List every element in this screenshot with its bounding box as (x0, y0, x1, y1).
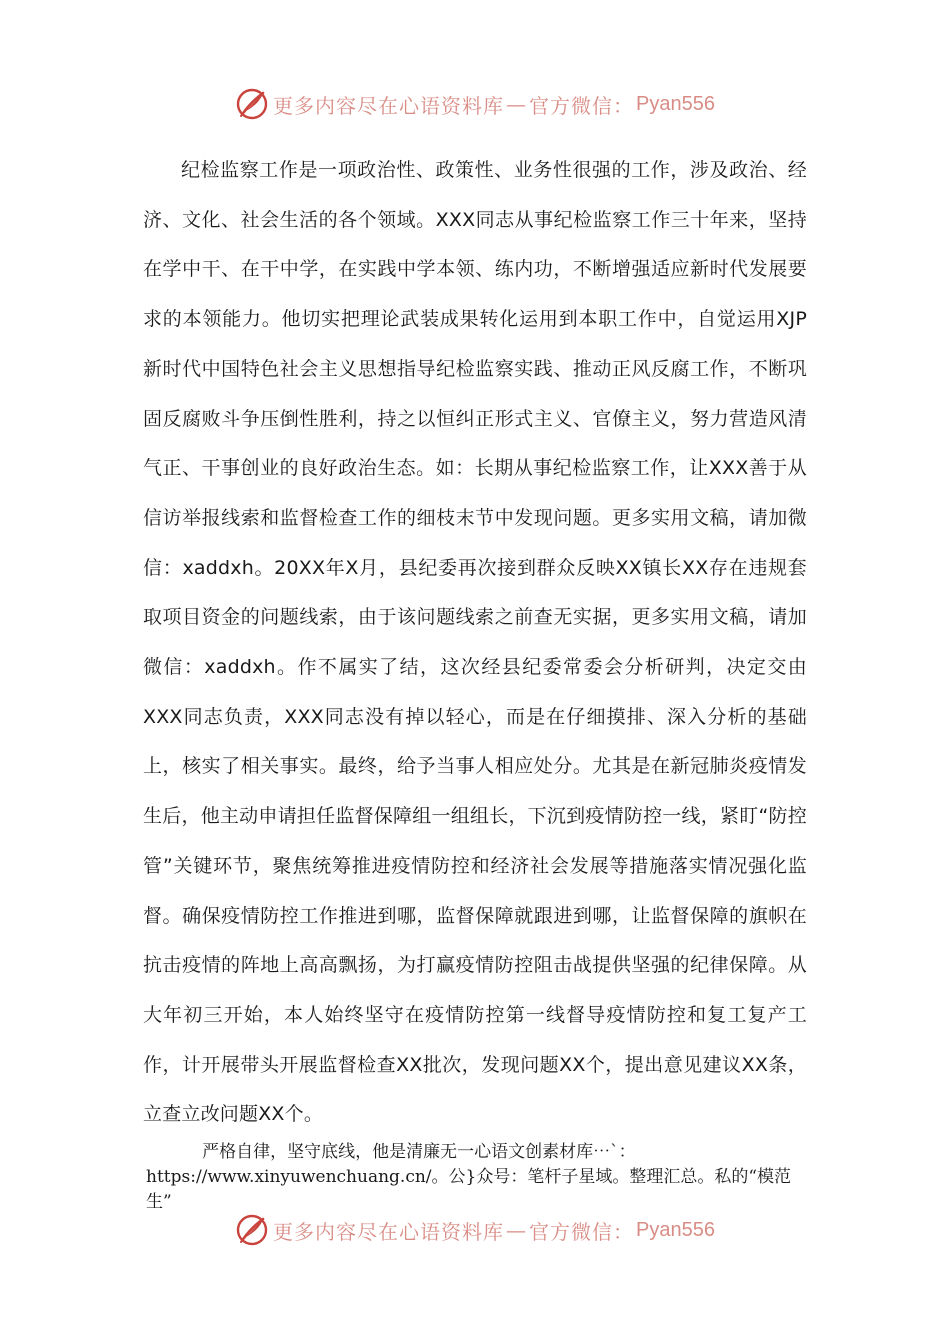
footer-note: 严格自律，坚守底线，他是清廉无一心语文创素材库⋯`：https://www.xinyuwenchuang.cn/。公}众号：笔杆子星域。整理汇总。私的“模范生” (146, 1142, 792, 1212)
banner-separator: — (506, 1218, 528, 1242)
banner-title: 更多内容尽在心语资料库 (273, 93, 505, 118)
banner-wechat-label: 官方微信： (529, 93, 635, 118)
header-watermark-banner (0, 84, 950, 124)
banner-title: 更多内容尽在心语资料库 (273, 1219, 505, 1244)
quill-logo-icon (235, 87, 269, 121)
body-paragraph: 纪检监察工作是一项政治性、政策性、业务性很强的工作，涉及政治、经济、文化、社会生活的各个领域。XXX同志从事纪检监察工作三十年来，坚持在学中干、在干中学，在实践中学本领、练内功，不断增强适应新时代发展要求的本领能力。他切实把理论武装成果转化运用到本职工作中，自觉运用XJP新时代中国特色社会主义思想指导纪检监察实践、推动正风反腐工作，不断巩固反腐败斗争压倒性胜利，持之以恒纠正形式主义、官僚主义，努力营造风清气正、干事创业的良好政治生态。如：长期从事纪检监察工作，让XXX善于从信访举报线索和监督检查工作的细枝末节中发现问题。更多实用文稿，请加微信：xaddxh。20XX年X月，县纪委再次接到群众反映XX镇长XX存在违规套取项目资金的问题线索，由于该问题线索之前查无实据，更多实用文稿，请加微信：xaddxh。作不属实了结，这次经县纪委常委会分析研判，决定交由XXX同志负责，XXX同志没有掉以轻心，而是在仔细摸排、深入分析的基础上，核实了相关事实。最终，给予当事人相应处分。尤其是在新冠肺炎疫情发生后，他主动申请担任监督保障组一组组长，下沉到疫情防控一线，紧盯“防控管”关键环节，聚焦统筹推进疫情防控和经济社会发展等措施落实情况强化监督。确保疫情防控工作推进到哪，监督保障就跟进到哪，让监督保障的旗帜在抗击疫情的阵地上高高飘扬，为打赢疫情防控阻击战提供坚强的纪律保障。从大年初三开始，本人始终坚守在疫情防控第一线督导疫情防控和复工复产工作，计开展带头开展监督检查XX批次，发现问题XX个，提出意见建议XX条，立查立改问题XX个。 (143, 159, 807, 1126)
banner-separator: — (506, 92, 528, 116)
banner-wechat-id: Pyan556 (636, 92, 715, 115)
banner-wechat-label: 官方微信： (529, 1219, 635, 1244)
quill-logo-icon (235, 1213, 269, 1247)
footer-watermark-banner (0, 1210, 950, 1250)
banner-wechat-id: Pyan556 (636, 1218, 715, 1241)
